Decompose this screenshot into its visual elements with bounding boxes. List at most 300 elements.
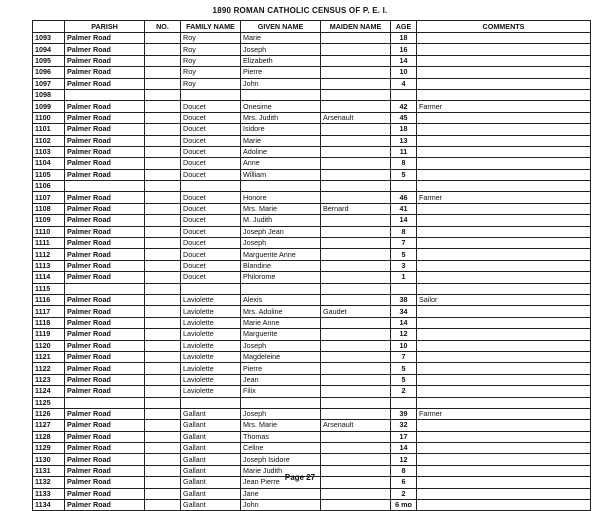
maiden-name-cell xyxy=(321,374,391,385)
family-name-cell xyxy=(181,397,241,408)
table-row xyxy=(33,329,591,340)
family-name-cell: Doucet xyxy=(181,124,241,135)
no-cell xyxy=(145,215,181,226)
row-number-cell: 1132 xyxy=(33,477,65,488)
comments-cell xyxy=(417,181,591,192)
no-cell xyxy=(145,408,181,419)
family-name-cell: Roy xyxy=(181,78,241,89)
no-cell xyxy=(145,351,181,362)
family-name-cell xyxy=(181,283,241,294)
given-name-cell xyxy=(241,283,321,294)
family-name-cell: Doucet xyxy=(181,203,241,214)
age-cell: 13 xyxy=(391,135,417,146)
row-number-cell: 1103 xyxy=(33,146,65,157)
age-cell: 7 xyxy=(391,238,417,249)
table-row xyxy=(33,238,591,249)
maiden-name-cell xyxy=(321,249,391,260)
row-number-cell: 1130 xyxy=(33,454,65,465)
table-row xyxy=(33,272,591,283)
row-number-cell: 1094 xyxy=(33,44,65,55)
maiden-name-cell xyxy=(321,283,391,294)
row-number-cell: 1114 xyxy=(33,272,65,283)
row-number-cell: 1134 xyxy=(33,500,65,511)
maiden-name-cell xyxy=(321,397,391,408)
no-cell xyxy=(145,44,181,55)
comments-cell xyxy=(417,329,591,340)
no-cell xyxy=(145,192,181,203)
maiden-name-cell xyxy=(321,351,391,362)
maiden-name-cell xyxy=(321,101,391,112)
given-name-cell xyxy=(241,181,321,192)
family-name-cell: Laviolette xyxy=(181,329,241,340)
family-name-cell: Gallant xyxy=(181,408,241,419)
given-name-cell: Marguerite Anne xyxy=(241,249,321,260)
maiden-name-cell xyxy=(321,215,391,226)
table-row xyxy=(33,488,591,499)
age-cell: 5 xyxy=(391,249,417,260)
row-number-cell: 1108 xyxy=(33,203,65,214)
table-row xyxy=(33,124,591,135)
maiden-name-cell xyxy=(321,363,391,374)
comments-cell xyxy=(417,33,591,44)
age-cell: 8 xyxy=(391,226,417,237)
table-header xyxy=(33,21,591,33)
family-name-cell: Doucet xyxy=(181,192,241,203)
comments-cell xyxy=(417,89,591,100)
row-number-cell: 1126 xyxy=(33,408,65,419)
family-name-cell: Doucet xyxy=(181,226,241,237)
family-name-cell: Doucet xyxy=(181,146,241,157)
given-name-cell: Marie xyxy=(241,33,321,44)
table-row xyxy=(33,169,591,180)
maiden-name-cell xyxy=(321,158,391,169)
table-row xyxy=(33,67,591,78)
no-cell xyxy=(145,431,181,442)
family-name-cell: Doucet xyxy=(181,112,241,123)
row-number-cell: 1118 xyxy=(33,317,65,328)
age-cell: 34 xyxy=(391,306,417,317)
row-number-cell: 1098 xyxy=(33,89,65,100)
given-name-cell: Anne xyxy=(241,158,321,169)
age-cell: 14 xyxy=(391,443,417,454)
parish-cell: Palmer Road xyxy=(65,112,145,123)
comments-cell xyxy=(417,306,591,317)
row-number-cell: 1127 xyxy=(33,420,65,431)
comments-cell xyxy=(417,317,591,328)
maiden-name-cell xyxy=(321,226,391,237)
comments-cell xyxy=(417,260,591,271)
given-name-cell: Celine xyxy=(241,443,321,454)
parish-cell: Palmer Road xyxy=(65,374,145,385)
given-name-cell: Magdeleine xyxy=(241,351,321,362)
maiden-name-cell: Gaudet xyxy=(321,306,391,317)
given-name-cell: Joseph Isidore xyxy=(241,454,321,465)
family-name-cell: Doucet xyxy=(181,101,241,112)
family-name-cell: Gallant xyxy=(181,488,241,499)
no-cell xyxy=(145,272,181,283)
parish-cell: Palmer Road xyxy=(65,33,145,44)
comments-cell xyxy=(417,340,591,351)
comments-cell: Farmer xyxy=(417,192,591,203)
table-row xyxy=(33,33,591,44)
family-name-header: FAMILY NAME xyxy=(181,21,241,33)
age-cell: 5 xyxy=(391,169,417,180)
family-name-cell: Doucet xyxy=(181,158,241,169)
given-name-cell: Marie Anne xyxy=(241,317,321,328)
family-name-cell: Roy xyxy=(181,44,241,55)
parish-cell: Palmer Road xyxy=(65,272,145,283)
no-cell xyxy=(145,33,181,44)
age-cell: 17 xyxy=(391,431,417,442)
no-cell xyxy=(145,340,181,351)
parish-cell: Palmer Road xyxy=(65,238,145,249)
maiden-name-cell xyxy=(321,272,391,283)
no-cell xyxy=(145,317,181,328)
parish-cell: Palmer Road xyxy=(65,294,145,305)
comments-cell xyxy=(417,158,591,169)
comments-cell xyxy=(417,55,591,66)
comments-cell xyxy=(417,215,591,226)
table-row xyxy=(33,226,591,237)
given-name-cell: Mrs. Marie xyxy=(241,203,321,214)
table-row xyxy=(33,158,591,169)
maiden-name-cell xyxy=(321,500,391,511)
comments-cell xyxy=(417,374,591,385)
table-row xyxy=(33,146,591,157)
family-name-cell: Gallant xyxy=(181,477,241,488)
given-name-cell: Joseph xyxy=(241,44,321,55)
no-cell xyxy=(145,294,181,305)
table-row xyxy=(33,397,591,408)
given-name-cell: Marguerite xyxy=(241,329,321,340)
row-number-cell: 1097 xyxy=(33,78,65,89)
family-name-cell: Doucet xyxy=(181,260,241,271)
age-cell: 5 xyxy=(391,363,417,374)
age-cell xyxy=(391,397,417,408)
maiden-name-cell xyxy=(321,192,391,203)
no-cell xyxy=(145,386,181,397)
no-cell xyxy=(145,306,181,317)
comments-cell xyxy=(417,363,591,374)
given-name-cell: Isidore xyxy=(241,124,321,135)
maiden-name-cell xyxy=(321,124,391,135)
age-cell: 1 xyxy=(391,272,417,283)
family-name-cell: Laviolette xyxy=(181,317,241,328)
comments-header: COMMENTS xyxy=(417,21,591,33)
maiden-name-cell xyxy=(321,431,391,442)
no-cell xyxy=(145,488,181,499)
age-cell: 8 xyxy=(391,465,417,476)
header-row xyxy=(33,21,591,33)
row-number-cell: 1133 xyxy=(33,488,65,499)
given-name-cell: Joseph xyxy=(241,238,321,249)
parish-cell: Palmer Road xyxy=(65,260,145,271)
age-cell: 14 xyxy=(391,55,417,66)
parish-cell: Palmer Road xyxy=(65,340,145,351)
no-cell xyxy=(145,124,181,135)
given-name-cell: Mrs. Adoline xyxy=(241,306,321,317)
given-name-cell: Jean xyxy=(241,374,321,385)
maiden-name-cell xyxy=(321,443,391,454)
parish-cell xyxy=(65,283,145,294)
given-name-cell: Adoline xyxy=(241,146,321,157)
age-cell: 45 xyxy=(391,112,417,123)
age-cell: 18 xyxy=(391,124,417,135)
row-number-cell: 1116 xyxy=(33,294,65,305)
maiden-name-cell xyxy=(321,169,391,180)
row-number-cell: 1119 xyxy=(33,329,65,340)
family-name-cell: Gallant xyxy=(181,465,241,476)
no-cell xyxy=(145,329,181,340)
comments-cell xyxy=(417,454,591,465)
maiden-name-cell xyxy=(321,317,391,328)
family-name-cell xyxy=(181,181,241,192)
given-name-cell: Thomas xyxy=(241,431,321,442)
age-cell: 42 xyxy=(391,101,417,112)
no-cell xyxy=(145,146,181,157)
maiden-name-cell xyxy=(321,408,391,419)
row-number-cell: 1129 xyxy=(33,443,65,454)
parish-cell: Palmer Road xyxy=(65,500,145,511)
family-name-cell xyxy=(181,89,241,100)
age-cell: 41 xyxy=(391,203,417,214)
table-body xyxy=(33,33,591,511)
table-row xyxy=(33,363,591,374)
row-number-cell: 1110 xyxy=(33,226,65,237)
table-row xyxy=(33,215,591,226)
given-name-cell: Mrs. Marie xyxy=(241,420,321,431)
parish-cell: Palmer Road xyxy=(65,101,145,112)
maiden-name-cell xyxy=(321,146,391,157)
row-number-cell: 1131 xyxy=(33,465,65,476)
table-row xyxy=(33,340,591,351)
comments-cell xyxy=(417,283,591,294)
parish-cell: Palmer Road xyxy=(65,465,145,476)
row-number-cell: 1113 xyxy=(33,260,65,271)
maiden-name-cell xyxy=(321,135,391,146)
table-row xyxy=(33,306,591,317)
given-name-cell: Philorome xyxy=(241,272,321,283)
parish-cell: Palmer Road xyxy=(65,363,145,374)
parish-cell: Palmer Road xyxy=(65,386,145,397)
no-cell xyxy=(145,112,181,123)
table-row xyxy=(33,374,591,385)
table-row xyxy=(33,249,591,260)
table-row xyxy=(33,443,591,454)
no-cell xyxy=(145,226,181,237)
parish-cell: Palmer Road xyxy=(65,44,145,55)
age-cell: 11 xyxy=(391,146,417,157)
comments-cell xyxy=(417,169,591,180)
row-number-cell: 1115 xyxy=(33,283,65,294)
age-cell: 39 xyxy=(391,408,417,419)
row-number-cell: 1128 xyxy=(33,431,65,442)
age-cell: 10 xyxy=(391,67,417,78)
row-number-cell: 1096 xyxy=(33,67,65,78)
parish-cell: Palmer Road xyxy=(65,317,145,328)
parish-cell: Palmer Road xyxy=(65,477,145,488)
age-cell: 10 xyxy=(391,340,417,351)
family-name-cell: Gallant xyxy=(181,420,241,431)
age-cell: 2 xyxy=(391,386,417,397)
given-name-cell: Filix xyxy=(241,386,321,397)
age-cell: 32 xyxy=(391,420,417,431)
given-name-cell: Mrs. Judith xyxy=(241,112,321,123)
age-cell: 6 xyxy=(391,477,417,488)
parish-cell: Palmer Road xyxy=(65,78,145,89)
comments-cell xyxy=(417,146,591,157)
given-name-cell: John xyxy=(241,78,321,89)
maiden-name-cell xyxy=(321,454,391,465)
given-name-cell: Marie xyxy=(241,135,321,146)
census-table xyxy=(32,20,591,511)
no-cell xyxy=(145,101,181,112)
family-name-cell: Doucet xyxy=(181,169,241,180)
no-cell xyxy=(145,443,181,454)
given-name-cell: Joseph xyxy=(241,408,321,419)
table-row xyxy=(33,55,591,66)
family-name-cell: Laviolette xyxy=(181,386,241,397)
family-name-cell: Doucet xyxy=(181,272,241,283)
maiden-name-cell xyxy=(321,67,391,78)
comments-cell xyxy=(417,488,591,499)
table-row xyxy=(33,283,591,294)
row-number-cell: 1123 xyxy=(33,374,65,385)
no-cell xyxy=(145,78,181,89)
row-number-cell: 1120 xyxy=(33,340,65,351)
table-row xyxy=(33,203,591,214)
given-name-cell: Honore xyxy=(241,192,321,203)
family-name-cell: Laviolette xyxy=(181,294,241,305)
parish-cell: Palmer Road xyxy=(65,203,145,214)
age-cell: 18 xyxy=(391,33,417,44)
given-name-cell: Onesime xyxy=(241,101,321,112)
maiden-name-header: MAIDEN NAME xyxy=(321,21,391,33)
row-number-header xyxy=(33,21,65,33)
given-name-header: GIVEN NAME xyxy=(241,21,321,33)
given-name-cell xyxy=(241,397,321,408)
row-number-cell: 1109 xyxy=(33,215,65,226)
no-cell xyxy=(145,135,181,146)
no-cell xyxy=(145,169,181,180)
family-name-cell: Gallant xyxy=(181,500,241,511)
family-name-cell: Gallant xyxy=(181,443,241,454)
table-row xyxy=(33,89,591,100)
comments-cell xyxy=(417,272,591,283)
family-name-cell: Doucet xyxy=(181,215,241,226)
maiden-name-cell xyxy=(321,44,391,55)
comments-cell xyxy=(417,203,591,214)
age-cell: 2 xyxy=(391,488,417,499)
age-header: AGE xyxy=(391,21,417,33)
row-number-cell: 1101 xyxy=(33,124,65,135)
table-row xyxy=(33,351,591,362)
maiden-name-cell xyxy=(321,488,391,499)
given-name-cell: Alexis xyxy=(241,294,321,305)
table-row xyxy=(33,500,591,511)
comments-cell xyxy=(417,238,591,249)
parish-cell: Palmer Road xyxy=(65,67,145,78)
no-cell xyxy=(145,454,181,465)
table-row xyxy=(33,101,591,112)
given-name-cell: Marie Judith xyxy=(241,465,321,476)
age-cell xyxy=(391,283,417,294)
page-number: Page 27 xyxy=(284,473,316,482)
parish-cell: Palmer Road xyxy=(65,158,145,169)
table-row xyxy=(33,192,591,203)
age-cell: 3 xyxy=(391,260,417,271)
no-cell xyxy=(145,238,181,249)
given-name-cell: Blandine xyxy=(241,260,321,271)
comments-cell xyxy=(417,397,591,408)
given-name-cell: Elizabeth xyxy=(241,55,321,66)
parish-header: PARISH xyxy=(65,21,145,33)
age-cell: 7 xyxy=(391,351,417,362)
no-cell xyxy=(145,283,181,294)
row-number-cell: 1095 xyxy=(33,55,65,66)
age-cell: 4 xyxy=(391,78,417,89)
comments-cell xyxy=(417,226,591,237)
no-cell xyxy=(145,181,181,192)
maiden-name-cell xyxy=(321,294,391,305)
given-name-cell: Jean Pierre xyxy=(241,477,321,488)
table-row xyxy=(33,408,591,419)
parish-cell: Palmer Road xyxy=(65,169,145,180)
table-row xyxy=(33,386,591,397)
age-cell: 6 mo xyxy=(391,500,417,511)
given-name-cell: Joseph xyxy=(241,340,321,351)
no-header: NO. xyxy=(145,21,181,33)
comments-cell xyxy=(417,420,591,431)
given-name-cell: M. Judith xyxy=(241,215,321,226)
row-number-cell: 1121 xyxy=(33,351,65,362)
family-name-cell: Gallant xyxy=(181,454,241,465)
parish-cell: Palmer Road xyxy=(65,306,145,317)
parish-cell: Palmer Road xyxy=(65,146,145,157)
given-name-cell: Joseph Jean xyxy=(241,226,321,237)
maiden-name-cell xyxy=(321,329,391,340)
row-number-cell: 1117 xyxy=(33,306,65,317)
maiden-name-cell xyxy=(321,55,391,66)
maiden-name-cell: Arsenault xyxy=(321,112,391,123)
maiden-name-cell xyxy=(321,386,391,397)
parish-cell: Palmer Road xyxy=(65,420,145,431)
comments-cell xyxy=(417,124,591,135)
no-cell xyxy=(145,397,181,408)
row-number-cell: 1099 xyxy=(33,101,65,112)
age-cell xyxy=(391,89,417,100)
parish-cell xyxy=(65,181,145,192)
family-name-cell: Laviolette xyxy=(181,351,241,362)
no-cell xyxy=(145,158,181,169)
parish-cell: Palmer Road xyxy=(65,329,145,340)
parish-cell: Palmer Road xyxy=(65,454,145,465)
family-name-cell: Laviolette xyxy=(181,363,241,374)
maiden-name-cell: Bernard xyxy=(321,203,391,214)
comments-cell xyxy=(417,431,591,442)
comments-cell xyxy=(417,386,591,397)
given-name-cell: Pierre xyxy=(241,363,321,374)
parish-cell: Palmer Road xyxy=(65,488,145,499)
comments-cell: Sailor xyxy=(417,294,591,305)
row-number-cell: 1112 xyxy=(33,249,65,260)
row-number-cell: 1100 xyxy=(33,112,65,123)
age-cell: 38 xyxy=(391,294,417,305)
row-number-cell: 1102 xyxy=(33,135,65,146)
parish-cell: Palmer Road xyxy=(65,124,145,135)
maiden-name-cell xyxy=(321,89,391,100)
table-row xyxy=(33,44,591,55)
